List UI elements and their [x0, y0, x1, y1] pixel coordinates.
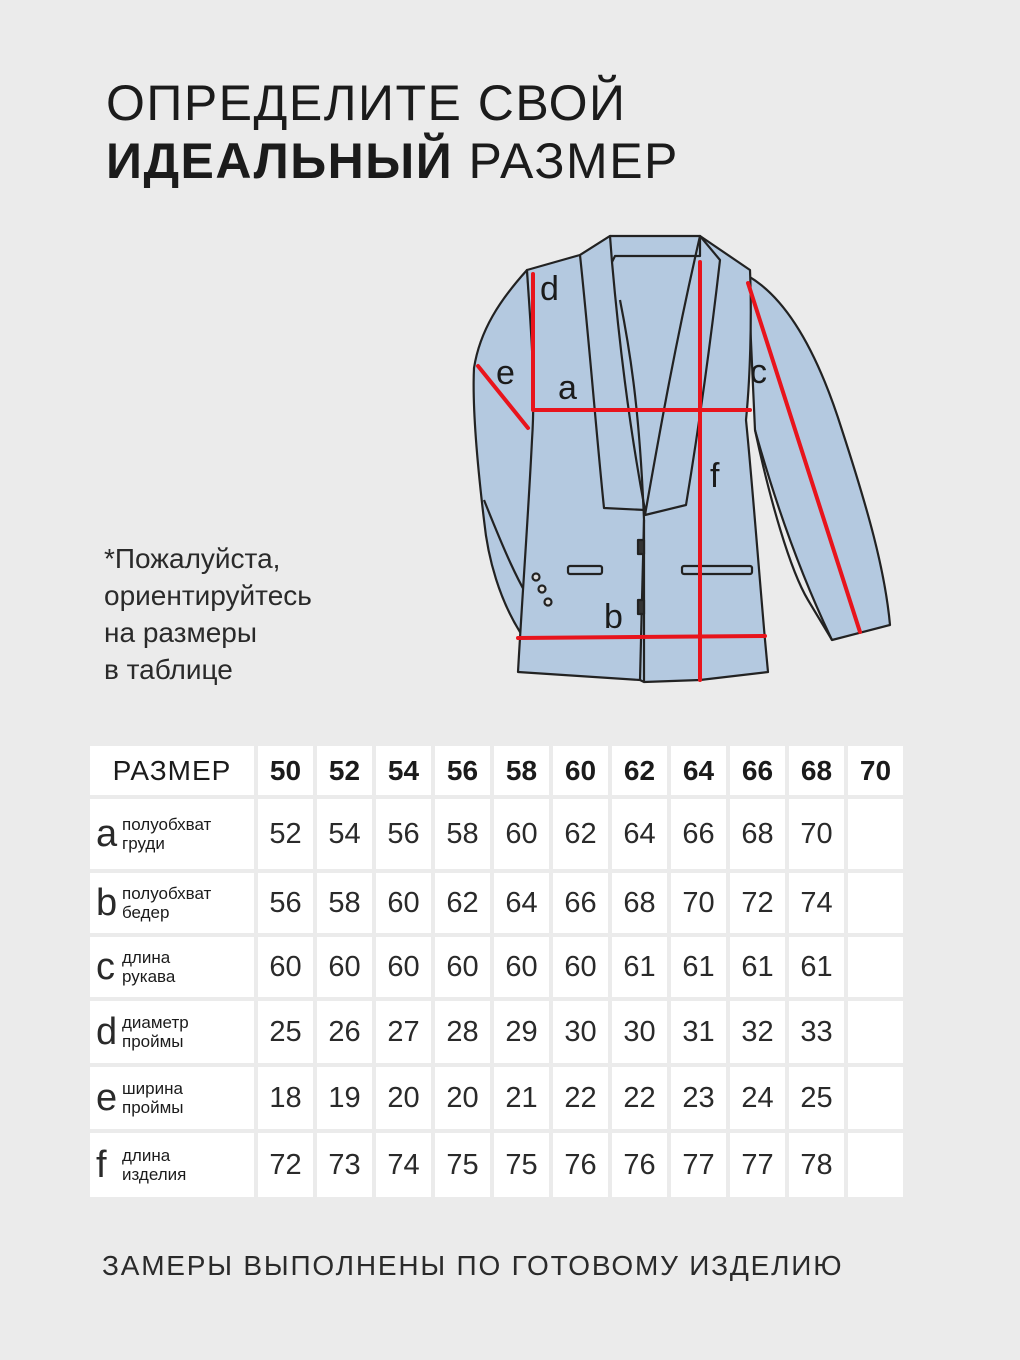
table-row	[90, 1067, 903, 1129]
table-cell: 68	[612, 873, 667, 933]
size-header: 68	[789, 746, 844, 795]
table-row	[90, 937, 903, 997]
table-cell: 19	[317, 1067, 372, 1129]
table-cell: 74	[789, 873, 844, 933]
table-cell: 30	[553, 1001, 608, 1063]
size-header: 62	[612, 746, 667, 795]
measurement-description	[122, 948, 175, 986]
description-line: изделия	[122, 1165, 187, 1184]
description-line: длина	[122, 1146, 171, 1165]
table-cell: 62	[553, 799, 608, 869]
size-table	[86, 742, 907, 1201]
table-cell: 64	[494, 873, 549, 933]
table-cell: 25	[258, 1001, 313, 1063]
table-cell	[848, 937, 903, 997]
measurement-letter: a	[96, 813, 118, 855]
table-cell: 31	[671, 1001, 726, 1063]
measurement-description	[122, 1013, 189, 1051]
right-sleeve	[748, 276, 890, 640]
table-cell: 60	[553, 937, 608, 997]
size-header: 52	[317, 746, 372, 795]
footer-note: ЗАМЕРЫ ВЫПОЛНЕНЫ ПО ГОТОВОМУ ИЗДЕЛИЮ	[102, 1250, 844, 1281]
table-cell: 73	[317, 1133, 372, 1197]
size-header: 58	[494, 746, 549, 795]
size-header: 64	[671, 746, 726, 795]
table-cell: 66	[671, 799, 726, 869]
table-cell: 60	[376, 873, 431, 933]
description-line: рукава	[122, 967, 176, 986]
label-e: e	[496, 354, 515, 392]
measurement-letter: d	[96, 1011, 118, 1053]
description-line: проймы	[122, 1032, 184, 1051]
description-line: полуобхват	[122, 884, 212, 903]
table-cell: 76	[612, 1133, 667, 1197]
table-cell: 66	[553, 873, 608, 933]
table-cell	[848, 799, 903, 869]
table-cell: 60	[376, 937, 431, 997]
table-cell: 32	[730, 1001, 785, 1063]
table-cell: 33	[789, 1001, 844, 1063]
table-cell: 18	[258, 1067, 313, 1129]
measurement-label	[90, 873, 254, 933]
table-cell: 60	[317, 937, 372, 997]
table-cell: 60	[494, 937, 549, 997]
description-line: длина	[122, 948, 171, 967]
table-cell: 68	[730, 799, 785, 869]
table-row	[90, 799, 903, 869]
table-cell: 61	[671, 937, 726, 997]
measurement-label	[90, 937, 254, 997]
title-rest: РАЗМЕР	[453, 133, 679, 189]
table-cell: 54	[317, 799, 372, 869]
table-cell: 22	[612, 1067, 667, 1129]
table-cell: 70	[671, 873, 726, 933]
table-row	[90, 1133, 903, 1197]
table-cell: 22	[553, 1067, 608, 1129]
measurement-label	[90, 799, 254, 869]
label-b: b	[604, 598, 623, 636]
table-cell: 28	[435, 1001, 490, 1063]
table-cell: 60	[435, 937, 490, 997]
table-cell: 25	[789, 1067, 844, 1129]
table-cell: 76	[553, 1133, 608, 1197]
size-header: 66	[730, 746, 785, 795]
size-header: 70	[848, 746, 903, 795]
table-cell: 20	[435, 1067, 490, 1129]
description-line: полуобхват	[122, 815, 212, 834]
table-cell	[848, 873, 903, 933]
jacket-diagram	[466, 226, 906, 696]
measurement-letter: e	[96, 1077, 118, 1119]
measurement-description	[122, 884, 211, 922]
table-row	[90, 873, 903, 933]
table-cell: 30	[612, 1001, 667, 1063]
label-c: c	[750, 353, 767, 391]
table-header-row	[90, 746, 903, 795]
table-cell: 24	[730, 1067, 785, 1129]
table-cell: 20	[376, 1067, 431, 1129]
description-line: ширина	[122, 1079, 183, 1098]
table-cell: 75	[494, 1133, 549, 1197]
table-cell: 58	[435, 799, 490, 869]
page-title	[106, 74, 679, 190]
table-cell: 60	[494, 799, 549, 869]
table-cell: 29	[494, 1001, 549, 1063]
table-cell: 58	[317, 873, 372, 933]
title-line-2	[106, 132, 679, 190]
note-line: *Пожалуйста,	[104, 543, 281, 574]
size-note	[104, 540, 312, 688]
note-line: в таблице	[104, 654, 233, 685]
label-a: a	[558, 369, 577, 407]
table-cell: 72	[730, 873, 785, 933]
label-d: d	[540, 270, 559, 308]
label-f: f	[710, 457, 720, 495]
measurement-description	[122, 1079, 184, 1117]
table-cell	[848, 1067, 903, 1129]
description-line: груди	[122, 834, 165, 853]
table-cell: 72	[258, 1133, 313, 1197]
description-line: проймы	[122, 1098, 184, 1117]
note-line: на размеры	[104, 617, 258, 648]
size-header: 60	[553, 746, 608, 795]
table-cell: 61	[612, 937, 667, 997]
table-cell: 21	[494, 1067, 549, 1129]
table-cell: 23	[671, 1067, 726, 1129]
title-line-1: ОПРЕДЕЛИТЕ СВОЙ	[106, 75, 627, 131]
table-cell: 74	[376, 1133, 431, 1197]
table-cell: 52	[258, 799, 313, 869]
table-row	[90, 1001, 903, 1063]
table-cell	[848, 1133, 903, 1197]
description-line: диаметр	[122, 1013, 189, 1032]
table-cell: 56	[376, 799, 431, 869]
table-cell: 27	[376, 1001, 431, 1063]
table-cell: 62	[435, 873, 490, 933]
note-line: ориентируйтесь	[104, 580, 312, 611]
title-bold-word: ИДЕАЛЬНЫЙ	[106, 133, 454, 189]
size-header: 50	[258, 746, 313, 795]
size-header: 54	[376, 746, 431, 795]
table-cell: 56	[258, 873, 313, 933]
size-header: 56	[435, 746, 490, 795]
table-cell: 78	[789, 1133, 844, 1197]
measurement-label	[90, 1067, 254, 1129]
table-cell: 61	[789, 937, 844, 997]
measurement-label	[90, 1133, 254, 1197]
size-column-header: РАЗМЕР	[90, 746, 254, 795]
measure-line-b	[518, 636, 765, 638]
measurement-letter: b	[96, 882, 118, 924]
table-cell: 26	[317, 1001, 372, 1063]
measurement-letter: f	[96, 1144, 107, 1186]
measurement-description	[122, 815, 211, 853]
table-cell: 75	[435, 1133, 490, 1197]
table-cell: 70	[789, 799, 844, 869]
table-cell: 61	[730, 937, 785, 997]
measurement-description	[122, 1146, 186, 1184]
table-cell	[848, 1001, 903, 1063]
table-cell: 77	[671, 1133, 726, 1197]
table-cell: 60	[258, 937, 313, 997]
table-cell: 64	[612, 799, 667, 869]
measurement-label	[90, 1001, 254, 1063]
table-cell: 77	[730, 1133, 785, 1197]
measurement-letter: c	[96, 946, 115, 988]
description-line: бедер	[122, 903, 170, 922]
